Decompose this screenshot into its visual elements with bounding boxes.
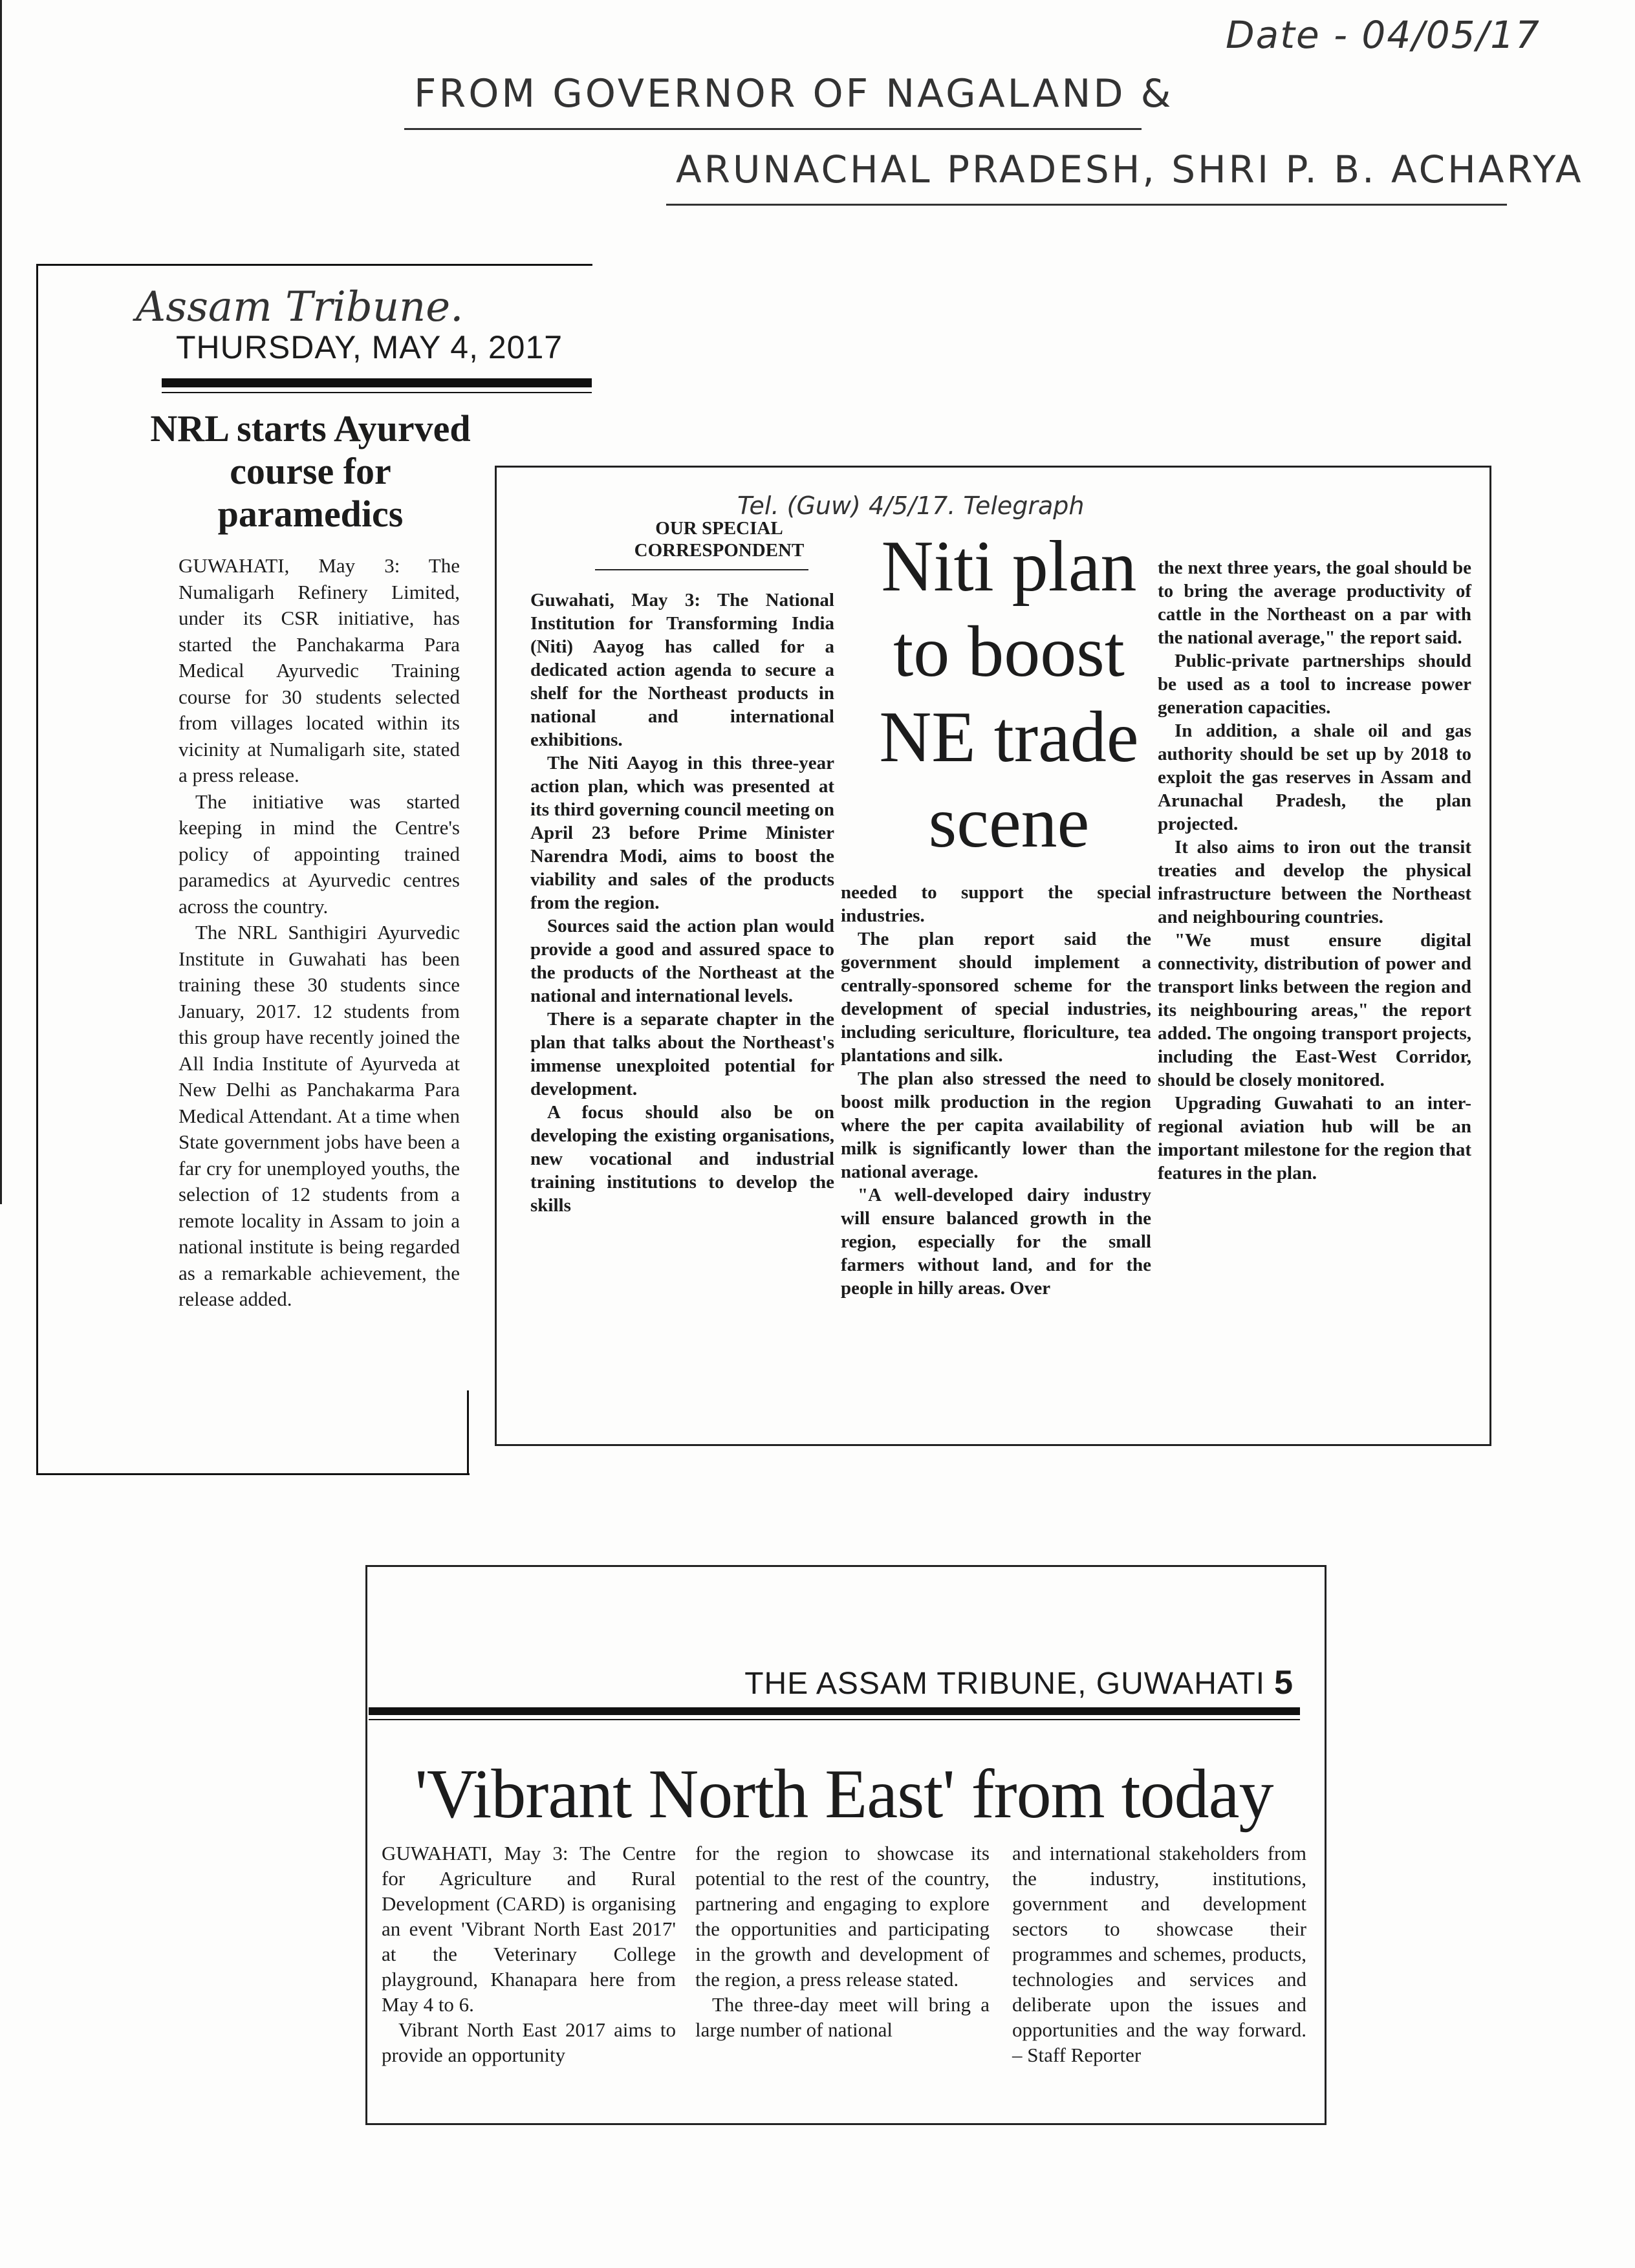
paragraph: Vibrant North East 2017 aims to provide an opportunity (382, 2018, 676, 2066)
article-column (530, 589, 834, 1217)
masthead-title: THE ASSAM TRIBUNE, GUWAHATI (744, 1667, 1266, 1701)
issue-date: THURSDAY, MAY 4, 2017 (176, 329, 563, 365)
clipping-edge (36, 1473, 470, 1475)
handwritten-paper-name: Assam Tribune. (136, 283, 464, 331)
paragraph: GUWAHATI, May 3: The Numaligarh Refinery Limited, under its CSR initiative, has started the Panchakarma Para Medical Ayurvedic Training course for 30 students selected from villages located within its vicinity at Numaligarh site, stated a press release. (179, 554, 460, 786)
page-number: 5 (1274, 1664, 1294, 1701)
masthead (711, 1663, 1294, 1702)
headline-nrl: NRL starts Ayurved course for paramedics (150, 407, 471, 535)
paragraph: The plan report said the government should implement a centrally-sponsored scheme for the development of special industries, including sericulture, floriculture, tea plantations and silk. (841, 929, 1151, 1066)
paragraph: A focus should also be on developing the existing organisations, new vocational and industrial training institutions to develop the skills (530, 1102, 834, 1216)
paragraph: GUWAHATI, May 3: The Centre for Agriculture and Rural Development (CARD) is organising an event 'Vibrant North East 2017' at the Veterinary College playground, Khanapara here from May 4 to 6. (382, 1842, 676, 2016)
paragraph: The three-day meet will bring a large number of national (695, 1993, 990, 2041)
paragraph: for the region to showcase its potential to the rest of the country, partnering and engaging to explore the opportunities and participating in the growth and development of the region, a press release stated. (695, 1842, 990, 1991)
paragraph: the next three years, the goal should be to bring the average productivity of cattle in the Northeast on a par with the national average," the report said. (1158, 557, 1471, 648)
paragraph: "A well-developed dairy industry will ensure balanced growth in the region, especially for the small farmers without land, and for the people in hilly areas. Over (841, 1185, 1151, 1299)
paragraph: The NRL Santhigiri Ayurvedic Institute in Guwahati has been training these 30 students since January, 2017. 12 students from this group have recently joined the All India Institute of Ayurveda at New Delhi as Panchakarma Para Medical Attendant. At a time when State government jobs have been a far cry for unemployed youths, the selection of 12 students from a remote locality in Assam to join a national institute is being regarded as a remarkable achievement, the release added. (179, 921, 460, 1310)
article-column (695, 1841, 990, 2042)
paragraph: Upgrading Guwahati to an inter-regional aviation hub will be an important milestone for the region that features in the plan. (1158, 1093, 1471, 1183)
byline: OUR SPECIAL CORRESPONDENT (634, 518, 805, 561)
masthead-rule (162, 378, 592, 387)
underline (404, 128, 1142, 130)
headline-niti: Niti plan to boost NE trade scene (879, 526, 1139, 863)
underline (666, 204, 1507, 206)
masthead-rule (369, 1719, 1300, 1720)
clipping-edge (36, 264, 38, 1474)
byline-rule (595, 569, 808, 570)
paragraph: Sources said the action plan would provide a good and assured space to the products of the Northeast at the national and international levels. (530, 916, 834, 1006)
paragraph: There is a separate chapter in the plan that talks about the Northeast's immense unexploited potential for development. (530, 1009, 834, 1099)
paragraph: and international stakeholders from the industry, institutions, government and development sectors to showcase their programmes and schemes, products, technologies and services and deliberate upon the issues and opportunities and the way forward. – Staff Reporter (1012, 1842, 1306, 2066)
masthead-rule (162, 392, 592, 393)
paragraph: In addition, a shale oil and gas authority should be set up by 2018 to exploit the gas reserves in Assam and Arunachal Pradesh, the plan projected. (1158, 720, 1471, 834)
handwritten-source-line-2: ARUNACHAL PRADESH, SHRI P. B. ACHARYA (676, 147, 1584, 191)
paragraph: needed to support the special industries. (841, 882, 1151, 926)
paragraph: The initiative was started keeping in mind the Centre's policy of appointing trained paramedics at Ayurvedic centres across the country. (179, 790, 460, 918)
handwritten-note: Tel. (Guw) 4/5/17. Telegraph (737, 491, 1085, 520)
article-column (1012, 1841, 1306, 2068)
article-column (841, 881, 1151, 1300)
paragraph: "We must ensure digital connectivity, distribution of power and transport links between the region and its neighbouring areas," the report added. The ongoing transport projects, including the East-West Corridor, should be closely monitored. (1158, 930, 1471, 1090)
clipping-edge (36, 264, 592, 266)
clipping-edge (467, 1390, 469, 1474)
paragraph: Public-private partnerships should be used as a tool to increase power generation capacities. (1158, 651, 1471, 718)
paragraph: The Niti Aayog in this three-year action plan, which was presented at its third governing council meeting on April 23 before Prime Minister Narendra Modi, aims to boost the viability and sales of the products from the region. (530, 753, 834, 913)
article-column (382, 1841, 676, 2068)
headline-vibrant-north-east: 'Vibrant North East' from today (415, 1756, 1273, 1833)
article-column (1158, 556, 1471, 1185)
handwritten-source-line-1: FROM GOVERNOR OF NAGALAND & (414, 71, 1174, 116)
article-column (179, 553, 460, 1313)
paragraph: The plan also stressed the need to boost milk production in the region where the per capita availability of milk is significantly lower than the national average. (841, 1068, 1151, 1182)
paragraph: It also aims to iron out the transit treaties and develop the physical infrastructure between the Northeast and neighbouring countries. (1158, 837, 1471, 927)
paragraph: Guwahati, May 3: The National Institution for Transforming India (Niti) Aayog has called for a dedicated action agenda to secure a shelf for the Northeast products in national and international exhibitions. (530, 590, 834, 750)
handwritten-date: Date - 04/05/17 (1226, 13, 1541, 57)
masthead-rule (369, 1707, 1300, 1715)
